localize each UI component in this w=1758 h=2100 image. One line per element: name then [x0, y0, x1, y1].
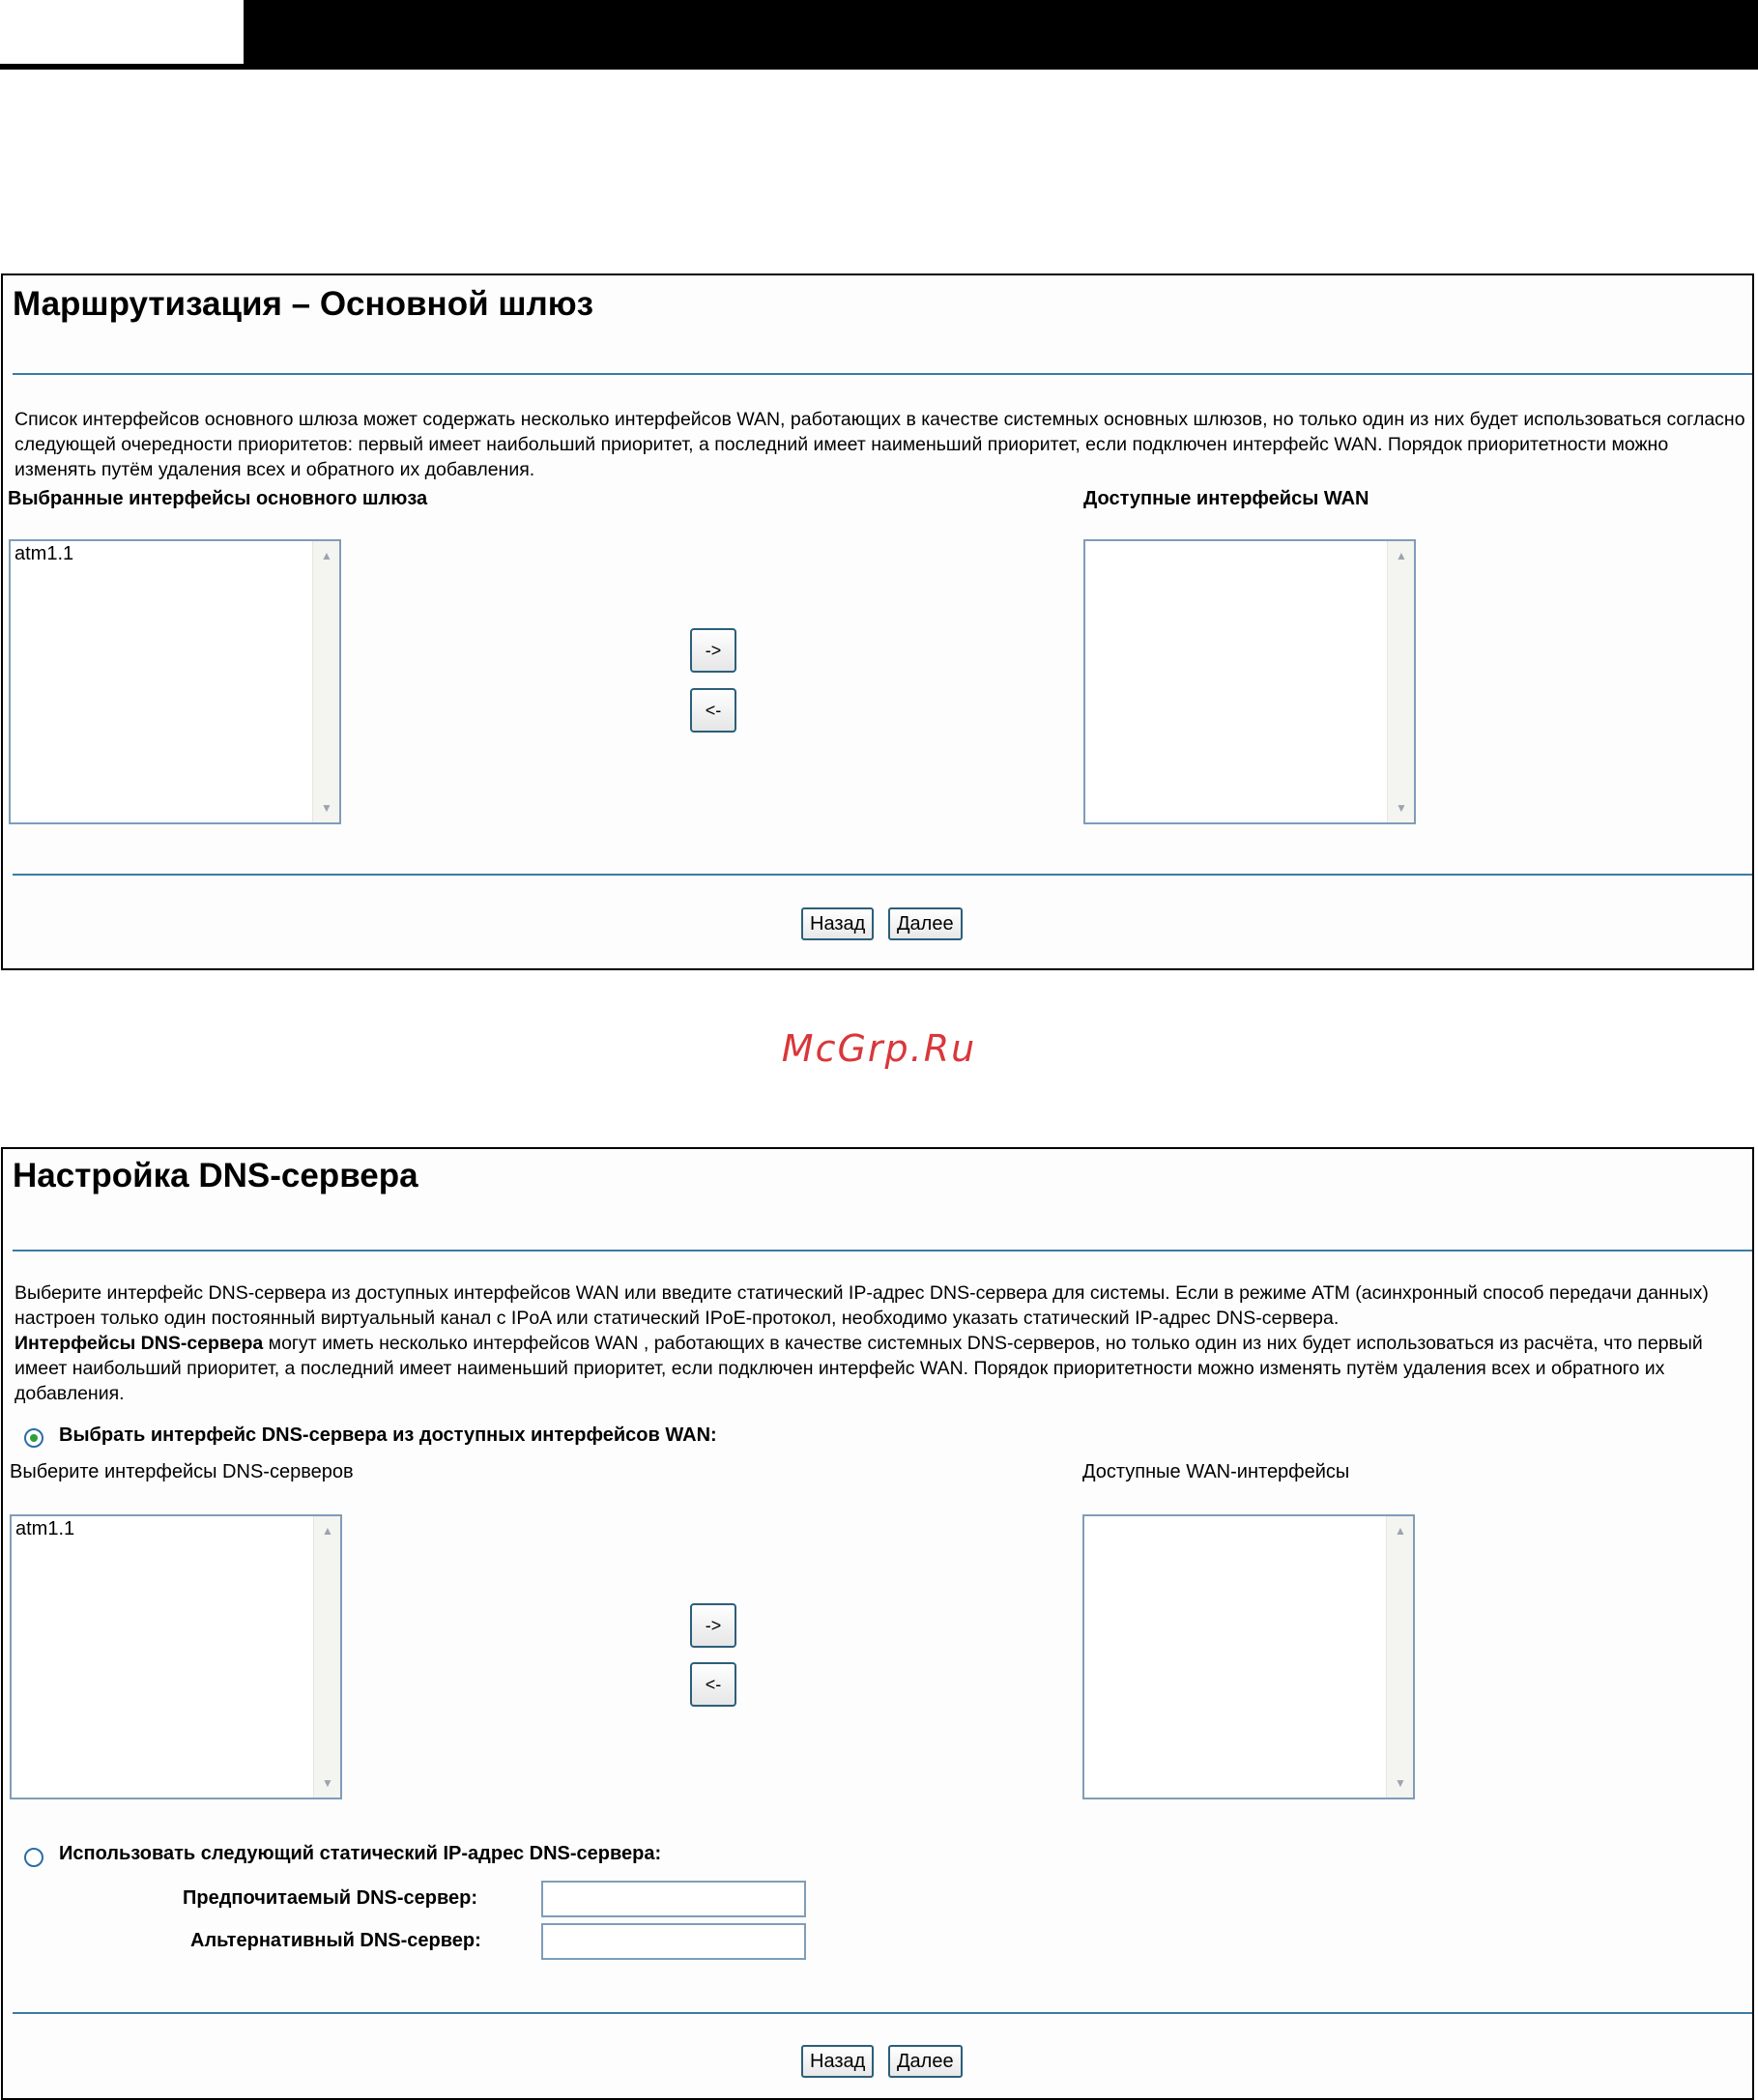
radio-dns-interface-label: Выбрать интерфейс DNS-сервера из доступных интерфейсов WAN:: [59, 1424, 717, 1446]
top-bar-tab: [0, 0, 244, 64]
dns-description-bold: Интерфейсы DNS-сервера: [14, 1333, 264, 1354]
back-button[interactable]: Назад: [801, 907, 874, 940]
radio-dns-interface[interactable]: [24, 1428, 43, 1448]
alternate-dns-input[interactable]: [541, 1923, 806, 1960]
alternate-dns-label: Альтернативный DNS-сервер:: [190, 1930, 481, 1951]
scrollbar[interactable]: [312, 541, 339, 822]
dns-panel: [1, 1147, 1754, 2100]
move-left-button[interactable]: <-: [690, 688, 736, 733]
gateway-panel: [1, 273, 1754, 970]
next-button[interactable]: Далее: [888, 907, 963, 940]
scroll-up-icon[interactable]: ▲: [1395, 1524, 1406, 1538]
scroll-up-icon[interactable]: ▲: [1396, 549, 1407, 562]
scroll-down-icon[interactable]: ▼: [322, 1776, 333, 1790]
scroll-up-icon[interactable]: ▲: [321, 549, 332, 562]
dns-title: Настройка DNS-сервера: [13, 1157, 418, 1194]
list-item[interactable]: atm1.1: [15, 1518, 75, 1539]
dns-selected-label: Выберите интерфейсы DNS-серверов: [10, 1461, 354, 1482]
gateway-title: Маршрутизация – Основной шлюз: [13, 285, 594, 323]
dns-divider-bottom: [13, 2012, 1752, 2014]
gateway-available-list[interactable]: [1083, 539, 1416, 824]
dns-available-label: Доступные WAN-интерфейсы: [1082, 1461, 1350, 1482]
radio-dns-static-label: Использовать следующий статический IP-адрес DNS-сервера:: [59, 1843, 662, 1864]
gateway-description: Список интерфейсов основного шлюза может содержать несколько интерфейсов WAN, работающих в качестве системных основных шлюзов, но только один из них будет использоваться согласно следующей очередности приоритетов: первый имеет наибольший приоритет, а последний имеет наименьший приоритет, если подключен интерфейс WAN. Порядок приоритетности можно изменять путём удаления всех и обратного их добавления.: [14, 409, 1745, 480]
scroll-down-icon[interactable]: ▼: [321, 801, 332, 815]
scroll-down-icon[interactable]: ▼: [1395, 1776, 1406, 1790]
move-right-button[interactable]: ->: [690, 628, 736, 673]
gateway-selected-label: Выбранные интерфейсы основного шлюза: [8, 488, 428, 509]
list-item[interactable]: atm1.1: [14, 543, 74, 564]
dns-available-list[interactable]: [1082, 1514, 1415, 1799]
dns-selected-list[interactable]: [10, 1514, 342, 1799]
preferred-dns-label: Предпочитаемый DNS-сервер:: [183, 1887, 477, 1909]
radio-dns-static[interactable]: [24, 1848, 43, 1867]
watermark: McGrp.Ru: [781, 1027, 977, 1070]
scroll-down-icon[interactable]: ▼: [1396, 801, 1407, 815]
scroll-up-icon[interactable]: ▲: [322, 1524, 333, 1538]
next-button[interactable]: Далее: [888, 2045, 963, 2078]
top-bar: [0, 0, 1758, 70]
back-button[interactable]: Назад: [801, 2045, 874, 2078]
scrollbar[interactable]: [1386, 1516, 1413, 1798]
dns-divider-top: [13, 1250, 1752, 1251]
gateway-available-label: Доступные интерфейсы WAN: [1083, 488, 1369, 509]
gateway-selected-list[interactable]: [9, 539, 341, 824]
gateway-divider-top: [13, 373, 1752, 375]
dns-description-text-2: могут иметь несколько интерфейсов WAN , работающих в качестве системных DNS-серверов, но только один из них будет использоваться из расчёта, что первый имеет наибольший приоритет, а последний имеет наименьший приоритет, если подключен интерфейс WAN. Порядок приоритетности можно изменять путём удаления всех и обратного их добавления.: [14, 1333, 1703, 1404]
dns-description-text-1: Выберите интерфейс DNS-сервера из доступных интерфейсов WAN или введите статический IP-адрес DNS-сервера для системы. Если в режиме ATM (асинхронный способ передачи данных) настроен только один постоянный виртуальный канал с IPoA или статический IPoE-протокол, необходимо указать статический IP-адрес DNS-сервера.: [14, 1282, 1709, 1329]
move-right-button[interactable]: ->: [690, 1603, 736, 1648]
dns-description: [14, 1280, 1752, 1406]
move-left-button[interactable]: <-: [690, 1662, 736, 1707]
gateway-divider-bottom: [13, 874, 1752, 876]
scrollbar[interactable]: [313, 1516, 340, 1798]
preferred-dns-input[interactable]: [541, 1881, 806, 1917]
scrollbar[interactable]: [1387, 541, 1414, 822]
